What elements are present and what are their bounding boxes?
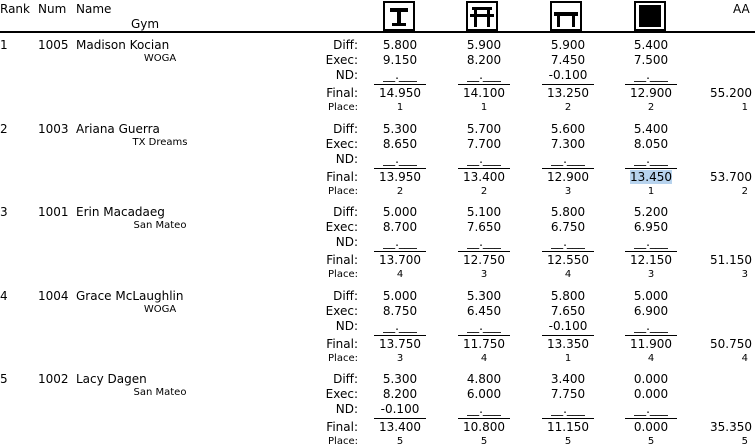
score-final[interactable]: 0.000 (633, 420, 669, 434)
athlete-gym: San Mateo (133, 387, 187, 398)
score-diff[interactable]: 5.300 (382, 121, 418, 136)
score-diff[interactable]: 5.100 (466, 205, 502, 219)
score-exec[interactable]: 8.200 (466, 53, 502, 67)
sum-rule (542, 84, 594, 85)
score-exec[interactable]: 7.500 (633, 53, 669, 67)
athlete-rank: 2 (0, 121, 8, 136)
score-place[interactable]: 3 (480, 269, 488, 280)
score-nd[interactable]: __.___ (467, 235, 501, 249)
num-header: Num (38, 2, 67, 16)
row-label-diff: Diff: (333, 372, 358, 386)
score-exec[interactable]: 7.750 (550, 387, 586, 401)
score-final[interactable]: 11.900 (630, 336, 672, 351)
sum-rule (625, 251, 677, 252)
score-diff[interactable]: 5.400 (633, 38, 669, 52)
aa-place: 3 (741, 269, 748, 280)
row-label-diff: Diff: (333, 205, 358, 219)
sum-rule (374, 335, 426, 336)
score-final[interactable]: 12.900 (630, 86, 672, 100)
sum-rule (458, 418, 510, 419)
sum-rule (458, 335, 510, 336)
name-header: Name (76, 2, 112, 16)
score-diff[interactable]: 0.000 (633, 372, 669, 386)
row-label-place: Place: (328, 269, 358, 280)
aa-score[interactable]: 53.700 (710, 169, 752, 184)
aa-header: AA (733, 2, 750, 16)
aa-place: 5 (741, 436, 748, 447)
score-final[interactable]: 13.250 (547, 86, 589, 100)
athlete-name: Grace McLaughlin (76, 288, 184, 303)
score-final[interactable]: 14.950 (379, 86, 421, 100)
score-nd[interactable]: -0.100 (380, 402, 420, 416)
floor-icon (634, 1, 666, 31)
score-diff[interactable]: 5.000 (382, 288, 418, 303)
score-place[interactable]: 2 (564, 102, 572, 113)
score-place[interactable]: 4 (647, 352, 655, 364)
sum-rule (458, 168, 510, 169)
score-place[interactable]: 1 (647, 185, 655, 197)
selected-score-highlight[interactable]: 13.450 (630, 169, 672, 184)
row-label-final: Final: (326, 86, 358, 100)
row-label-nd: ND: (335, 402, 358, 416)
score-final[interactable]: 12.550 (547, 253, 589, 267)
row-label-place: Place: (328, 352, 358, 364)
score-exec[interactable]: 9.150 (382, 53, 418, 67)
athlete-rank: 1 (0, 38, 8, 52)
row-label-nd: ND: (335, 235, 358, 249)
score-final[interactable]: 13.750 (379, 336, 421, 351)
score-place[interactable]: 1 (396, 102, 404, 113)
score-place[interactable]: 4 (564, 269, 572, 280)
score-diff[interactable]: 5.000 (633, 288, 669, 303)
score-final[interactable]: 13.400 (463, 169, 505, 184)
sum-rule (542, 335, 594, 336)
score-diff[interactable]: 5.200 (633, 205, 669, 219)
athlete-rank: 4 (0, 288, 8, 303)
score-final[interactable]: 12.900 (547, 169, 589, 184)
score-nd[interactable]: __.___ (551, 402, 585, 416)
score-nd[interactable]: __.___ (467, 402, 501, 416)
row-label-exec: Exec: (325, 303, 358, 318)
score-nd[interactable]: -0.100 (548, 318, 588, 333)
aa-score[interactable]: 35.350 (710, 420, 752, 434)
score-place[interactable]: 2 (647, 102, 655, 113)
row-label-diff: Diff: (333, 288, 358, 303)
row-label-final: Final: (326, 420, 358, 434)
score-diff[interactable]: 5.800 (550, 288, 586, 303)
score-nd[interactable]: __.___ (551, 235, 585, 249)
score-exec[interactable]: 6.950 (633, 220, 669, 234)
rank-header: Rank (0, 2, 30, 16)
row-label-exec: Exec: (325, 387, 358, 401)
score-final[interactable]: 14.100 (463, 86, 505, 100)
vault-icon (383, 1, 415, 31)
athlete-name: Madison Kocian (76, 38, 170, 52)
score-exec[interactable]: 8.200 (382, 387, 418, 401)
row-label-nd: ND: (335, 318, 358, 333)
score-place[interactable]: 3 (647, 269, 655, 280)
athlete-name: Lacy Dagen (76, 372, 147, 386)
row-label-exec: Exec: (325, 220, 358, 234)
score-exec[interactable]: 8.750 (382, 303, 418, 318)
sum-rule (374, 84, 426, 85)
row-label-nd: ND: (335, 68, 358, 82)
score-nd[interactable]: __.___ (634, 318, 668, 333)
athlete-num: 1003 (38, 121, 69, 136)
row-label-diff: Diff: (333, 38, 358, 52)
row-label-place: Place: (328, 102, 358, 113)
athlete-gym: WOGA (143, 303, 177, 315)
athlete-name: Ariana Guerra (76, 121, 160, 136)
score-final[interactable]: 11.750 (463, 336, 505, 351)
balance-beam-icon (550, 1, 582, 31)
score-exec[interactable]: 7.300 (550, 136, 586, 151)
score-nd[interactable]: -0.100 (548, 68, 588, 82)
header-rule (0, 31, 755, 33)
score-place[interactable]: 1 (480, 102, 488, 113)
score-exec[interactable]: 8.050 (633, 136, 669, 151)
row-label-final: Final: (326, 169, 358, 184)
sum-rule (458, 251, 510, 252)
row-label-final: Final: (326, 253, 358, 267)
score-final[interactable]: 11.150 (547, 420, 589, 434)
gym-header: Gym (131, 17, 160, 31)
athlete-gym: TX Dreams (132, 136, 188, 148)
score-diff[interactable]: 5.700 (466, 121, 502, 136)
sum-rule (374, 418, 426, 419)
aa-place: 2 (741, 185, 748, 197)
score-nd[interactable]: __.___ (467, 318, 501, 333)
aa-score[interactable]: 55.200 (710, 86, 752, 100)
score-nd[interactable]: __.___ (634, 151, 668, 166)
row-label-diff: Diff: (333, 121, 358, 136)
score-place[interactable]: 5 (647, 436, 655, 447)
score-diff[interactable]: 5.900 (466, 38, 502, 52)
score-diff[interactable]: 5.000 (382, 205, 418, 219)
score-place[interactable]: 5 (564, 436, 572, 447)
score-final[interactable]: 12.750 (463, 253, 505, 267)
athlete-rank: 3 (0, 205, 8, 219)
row-label-place: Place: (328, 185, 358, 197)
score-diff[interactable]: 3.400 (550, 372, 586, 386)
score-diff[interactable]: 4.800 (466, 372, 502, 386)
score-place[interactable]: 3 (396, 352, 404, 364)
row-label-place: Place: (328, 436, 358, 447)
score-exec[interactable]: 7.450 (550, 53, 586, 67)
score-diff[interactable]: 5.900 (550, 38, 586, 52)
athlete-gym: WOGA (143, 53, 177, 64)
athlete-num: 1004 (38, 288, 69, 303)
score-nd[interactable]: __.___ (467, 151, 501, 166)
score-exec[interactable]: 6.900 (633, 303, 669, 318)
score-final[interactable]: 13.700 (379, 253, 421, 267)
sum-rule (542, 168, 594, 169)
athlete-name: Erin Macadaeg (76, 205, 165, 219)
score-exec[interactable]: 7.700 (466, 136, 502, 151)
score-nd[interactable]: __.___ (634, 402, 668, 416)
score-final[interactable]: 10.800 (463, 420, 505, 434)
score-place[interactable]: 1 (564, 352, 572, 364)
score-exec[interactable]: 6.000 (466, 387, 502, 401)
row-label-nd: ND: (335, 151, 358, 166)
athlete-num: 1002 (38, 372, 69, 386)
score-place[interactable]: 4 (480, 352, 488, 364)
uneven-bars-icon (466, 1, 498, 31)
aa-score[interactable]: 50.750 (710, 336, 752, 351)
athlete-num: 1005 (38, 38, 69, 52)
score-place[interactable]: 2 (480, 185, 488, 197)
score-exec[interactable]: 7.650 (550, 303, 586, 318)
sum-rule (625, 84, 677, 85)
score-exec[interactable]: 6.450 (466, 303, 502, 318)
athlete-num: 1001 (38, 205, 69, 219)
sum-rule (374, 168, 426, 169)
sum-rule (542, 418, 594, 419)
score-nd[interactable]: __.___ (551, 151, 585, 166)
row-label-final: Final: (326, 336, 358, 351)
score-exec[interactable]: 8.650 (382, 136, 418, 151)
score-exec[interactable]: 0.000 (633, 387, 669, 401)
aa-score[interactable]: 51.150 (710, 253, 752, 267)
score-exec[interactable]: 7.650 (466, 220, 502, 234)
row-label-exec: Exec: (325, 136, 358, 151)
score-nd[interactable]: __.___ (467, 68, 501, 82)
sum-rule (458, 84, 510, 85)
score-nd[interactable]: __.___ (383, 68, 417, 82)
score-place[interactable]: 5 (396, 436, 404, 447)
score-final[interactable]: 13.400 (379, 420, 421, 434)
aa-place: 4 (741, 352, 748, 364)
sum-rule (625, 168, 677, 169)
score-place[interactable]: 2 (396, 185, 404, 197)
score-exec[interactable]: 8.700 (382, 220, 418, 234)
sum-rule (625, 335, 677, 336)
score-nd[interactable]: __.___ (634, 68, 668, 82)
score-nd[interactable]: __.___ (383, 235, 417, 249)
score-nd[interactable]: __.___ (634, 235, 668, 249)
score-final[interactable] (619, 170, 683, 184)
sum-rule (374, 251, 426, 252)
score-place[interactable]: 3 (564, 185, 572, 197)
score-diff[interactable]: 5.400 (633, 121, 669, 136)
row-label-exec: Exec: (325, 53, 358, 67)
sum-rule (625, 418, 677, 419)
score-nd[interactable]: __.___ (383, 318, 417, 333)
score-diff[interactable]: 5.800 (382, 38, 418, 52)
score-place[interactable]: 5 (480, 436, 488, 447)
athlete-rank: 5 (0, 372, 8, 386)
score-diff[interactable]: 5.800 (550, 205, 586, 219)
aa-place: 1 (741, 102, 748, 113)
score-nd[interactable]: __.___ (383, 151, 417, 166)
score-final[interactable]: 12.150 (630, 253, 672, 267)
score-place[interactable]: 4 (396, 269, 404, 280)
athlete-gym: San Mateo (133, 220, 187, 231)
score-final[interactable]: 13.950 (379, 169, 421, 184)
score-diff[interactable]: 5.300 (466, 288, 502, 303)
score-diff[interactable]: 5.600 (550, 121, 586, 136)
sum-rule (542, 251, 594, 252)
score-exec[interactable]: 6.750 (550, 220, 586, 234)
score-final[interactable]: 13.350 (547, 336, 589, 351)
score-diff[interactable]: 5.300 (382, 372, 418, 386)
